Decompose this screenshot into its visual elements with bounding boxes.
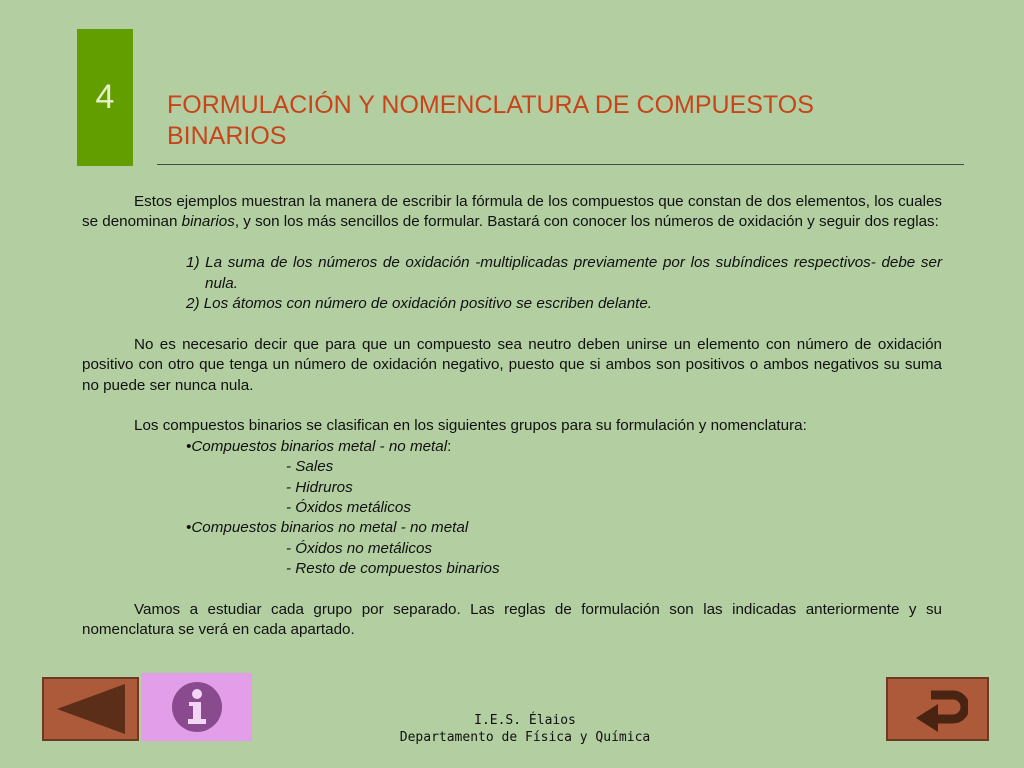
page-title <box>167 90 957 152</box>
main-content <box>82 192 942 641</box>
footer-department: Departamento de Física y Química <box>399 730 651 745</box>
group-2-title: •Compuestos binarios no metal - no metal <box>186 519 469 537</box>
slide-number-badge <box>77 29 133 166</box>
title-line-2: BINARIOS <box>167 122 287 150</box>
group-1-colon: : <box>447 437 452 455</box>
info-icon <box>169 679 225 735</box>
footer <box>330 712 720 746</box>
info-button[interactable] <box>141 673 252 741</box>
group-1-item: - Sales <box>286 458 334 476</box>
intro-emphasis: binarios <box>181 213 235 231</box>
rule-2: 2) Los átomos con número de oxidación positivo se escriben delante. <box>186 295 653 313</box>
group-1-title-text: •Compuestos binarios metal - no metal <box>186 437 448 455</box>
group-1-item: - Hidruros <box>286 478 353 496</box>
back-button[interactable] <box>42 677 139 741</box>
intro-text-b: , y son los más sencillos de formular. Bastará con conocer los números de oxidación y seguir dos reglas: <box>234 213 939 231</box>
group-1-item: - Óxidos metálicos <box>286 499 411 517</box>
rule-1: 1) La suma de los números de oxidación -multiplicadas previamente por los subíndices respectivos- debe ser nula. <box>186 254 942 292</box>
slide-number: 4 <box>95 78 115 116</box>
group-2-item: - Óxidos no metálicos <box>286 539 433 557</box>
return-arrow-icon <box>908 686 968 732</box>
group-1-title <box>186 437 942 457</box>
title-divider <box>157 164 964 165</box>
neutral-paragraph: No es necesario decir que para que un compuesto sea neutro deben unirse un elemento con número de oxidación positivo con otro que tenga un número de oxidación negativo, puesto que si ambos son positivos o ambos negativos su suma no puede ser nunca nula. <box>82 335 942 394</box>
intro-paragraph <box>82 192 942 233</box>
intro-text-a: Estos ejemplos muestran la manera de escribir la fórmula de los compuestos que constan de dos elementos, los cuales se denominan <box>82 193 942 231</box>
title-line-1: FORMULACIÓN Y NOMENCLATURA DE COMPUESTOS <box>167 91 814 119</box>
return-button[interactable] <box>886 677 989 741</box>
classify-paragraph: Los compuestos binarios se clasifican en los siguientes grupos para su formulación y nomenclatura: <box>134 417 807 435</box>
footer-school: I.E.S. Élaios <box>474 713 576 728</box>
back-triangle-icon <box>55 683 127 735</box>
closing-paragraph: Vamos a estudiar cada grupo por separado. Las reglas de formulación son las indicadas anteriormente y su nomenclatura se verá en cada apartado. <box>82 601 942 639</box>
group-2-item: - Resto de compuestos binarios <box>286 560 500 578</box>
